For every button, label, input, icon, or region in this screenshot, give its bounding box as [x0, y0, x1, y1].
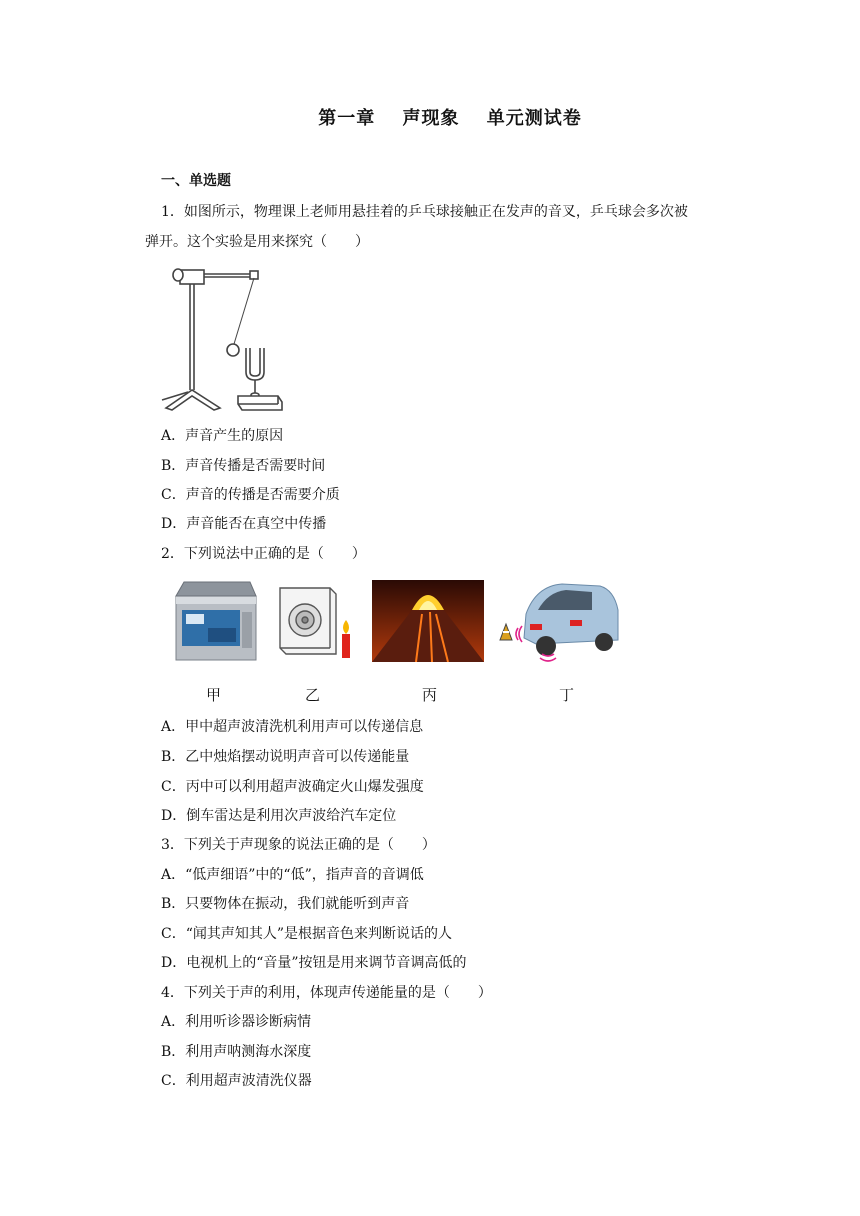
title-topic: 声现象	[402, 108, 460, 129]
q2-option-d: D．倒车雷达是利用次声波给汽车定位	[161, 808, 397, 824]
q2-option-a: A．甲中超声波清洗机利用声可以传递信息	[161, 719, 424, 735]
section-heading: 一、单选题	[161, 173, 231, 189]
q1-option-d: D．声音能否在真空中传播	[161, 516, 327, 532]
q3-option-d: D．电视机上的“音量”按钮是用来调节音调高低的	[161, 955, 467, 971]
volcano-image	[372, 580, 484, 662]
q4-stem: 4．下列关于声的利用，体现声传递能量的是（ ）	[161, 985, 492, 1001]
q3-stem: 3．下列关于声现象的说法正确的是（ ）	[161, 837, 436, 853]
q4-option-a: A．利用听诊器诊断病情	[161, 1014, 312, 1030]
ultrasonic-cleaner-image	[172, 578, 262, 668]
q1-stem-line1: 1．如图所示，物理课上老师用悬挂着的乒乓球接触正在发声的音叉，乒乓球会多次被	[161, 204, 688, 220]
q1-stem-line2: 弹开。这个实验是用来探究（ ）	[145, 234, 369, 250]
title-chapter: 第一章	[318, 108, 376, 129]
q3-option-c: C．“闻其声知其人”是根据音色来判断说话的人	[161, 926, 453, 942]
q2-stem: 2．下列说法中正确的是（ ）	[161, 546, 366, 562]
q1-option-a: A．声音产生的原因	[161, 428, 284, 444]
q2-option-c: C．丙中可以利用超声波确定火山爆发强度	[161, 779, 424, 795]
tuning-fork-figure	[158, 262, 288, 414]
caption-bing: 丙	[422, 686, 438, 704]
q1-option-c: C．声音的传播是否需要介质	[161, 487, 340, 503]
q2-option-b: B．乙中烛焰摆动说明声音可以传递能量	[161, 749, 410, 765]
title-kind: 单元测试卷	[486, 108, 582, 129]
caption-jia: 甲	[206, 686, 222, 704]
q3-option-b: B．只要物体在振动，我们就能听到声音	[161, 896, 410, 912]
caption-ding: 丁	[559, 686, 575, 704]
q1-option-b: B．声音传播是否需要时间	[161, 458, 326, 474]
q3-option-a: A．“低声细语”中的“低”，指声音的音调低	[161, 867, 424, 883]
q4-option-b: B．利用声呐测海水深度	[161, 1044, 312, 1060]
page-title	[0, 104, 860, 130]
caption-yi: 乙	[305, 686, 321, 704]
reversing-radar-car-image	[496, 580, 620, 662]
q4-option-c: C．利用超声波清洗仪器	[161, 1073, 312, 1089]
speaker-candle-image	[276, 580, 356, 664]
